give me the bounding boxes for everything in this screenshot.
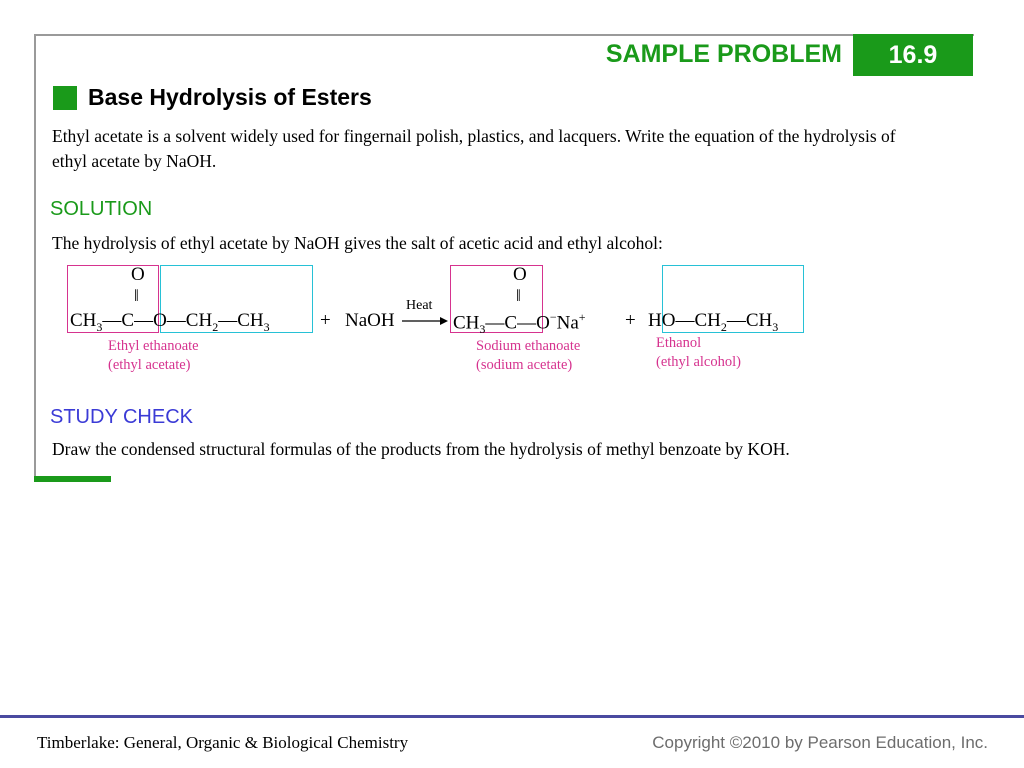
product1-name: Sodium ethanoate <box>476 338 581 354</box>
product2-name: Ethanol <box>656 335 702 351</box>
plus-sign-2: + <box>625 310 636 331</box>
sample-problem-title: SAMPLE PROBLEM <box>605 40 842 68</box>
problem-number-badge: 16.9 <box>853 34 973 76</box>
frame-left-border <box>34 34 36 482</box>
reactant-label <box>108 337 199 375</box>
green-square-icon <box>53 86 77 110</box>
frame-top-border <box>34 34 974 36</box>
study-check-text: Draw the condensed structural formulas of the products from the hydrolysis of methyl benzoate by KOH. <box>52 439 790 459</box>
alcohol-formula: $HO—CH_2—CH_3$ <box>648 310 779 334</box>
carbonyl-oxygen-1: O <box>131 264 145 285</box>
reaction-arrow-icon <box>402 316 448 326</box>
reactant-name: Ethyl ethanoate <box>108 338 199 354</box>
footer-book-title: Timberlake: General, Organic & Biological Chemistry <box>37 733 409 752</box>
reactant-common-name: (ethyl acetate) <box>108 357 191 373</box>
problem-text: Ethyl acetate is a solvent widely used for fingernail polish, plastics, and lacquers. Write the equation of the hydrolysis of ethyl acetate by NaOH. <box>52 126 896 171</box>
product1-common-name: (sodium acetate) <box>476 357 573 373</box>
carbonyl-oxygen-2: O <box>513 264 527 285</box>
salt-formula: $CH_3—C—O^-Na^+$ <box>453 310 586 337</box>
product2-common-name: (ethyl alcohol) <box>656 354 741 370</box>
frame-accent-bar <box>34 476 111 482</box>
footer-copyright: Copyright ©2010 by Pearson Education, Inc. <box>652 733 988 752</box>
double-bond-1: ‖ <box>134 286 139 305</box>
section-title: Base Hydrolysis of Esters <box>88 84 372 110</box>
naoh-reagent: NaOH <box>345 310 395 331</box>
footer-divider <box>0 715 1024 718</box>
double-bond-2: ‖ <box>516 286 521 305</box>
product2-label <box>656 334 741 372</box>
ester-formula: $CH_3—C—O—CH_2—CH_3$ <box>70 310 270 334</box>
product1-label <box>476 337 580 375</box>
study-check-heading: STUDY CHECK <box>50 406 193 428</box>
plus-sign-1: + <box>320 310 331 331</box>
solution-text: The hydrolysis of ethyl acetate by NaOH gives the salt of acetic acid and ethyl alcohol: <box>52 233 663 253</box>
heat-label: Heat <box>406 298 433 313</box>
solution-heading: SOLUTION <box>50 198 153 220</box>
